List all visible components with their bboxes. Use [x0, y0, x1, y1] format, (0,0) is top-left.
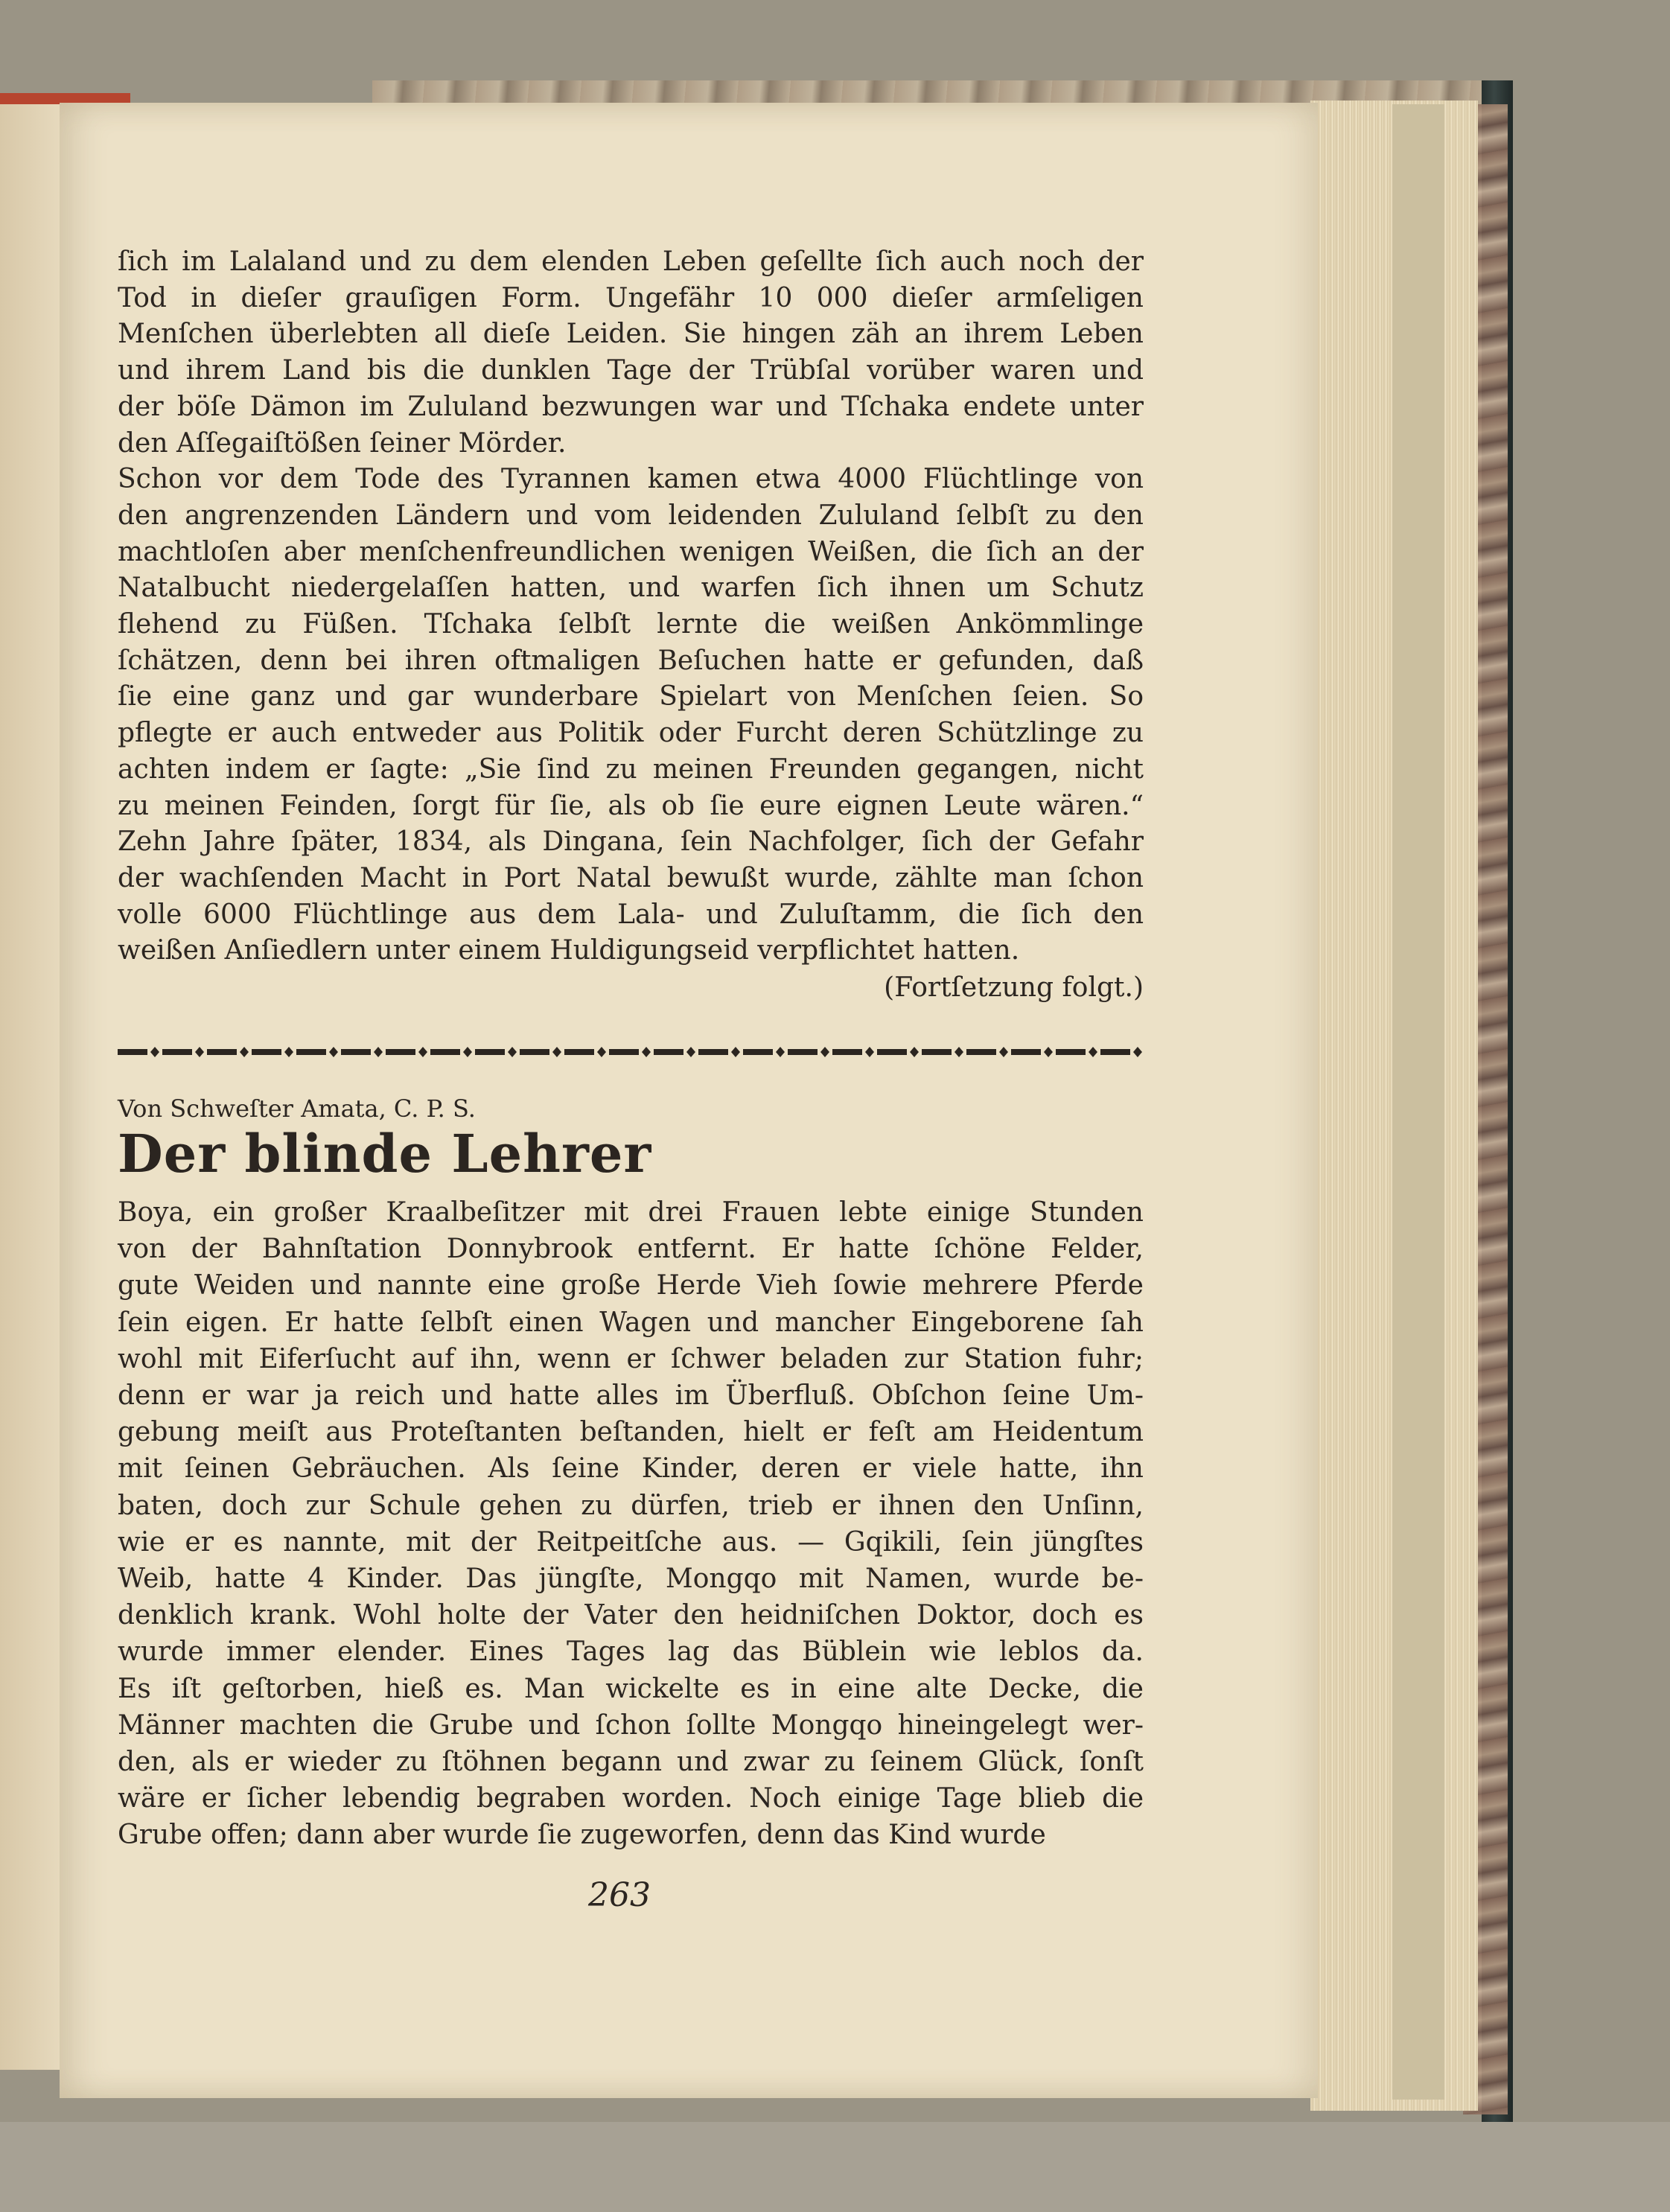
- text-line: Menſchen überlebten all dieſe Leiden. Sie hingen zäh an ihrem Leben: [118, 319, 1144, 350]
- text-line: ſie eine ganz und gar wunderbare Spielart von Menſchen ſeien. So: [118, 681, 1144, 713]
- text-line: ſich im Lalaland und zu dem elenden Leben geſellte ſich auch noch der: [118, 246, 1144, 277]
- text-line: von der Bahnſtation Donnybrook entfernt. Er hatte ſchöne Felder,: [118, 1234, 1144, 1265]
- text-line: flehend zu Füßen. Tſchaka ſelbſt lernte die weißen Ankömmlinge: [118, 609, 1144, 640]
- text-line: weißen Anſiedlern unter einem Huldigungseid verpflichtet hatten.: [118, 935, 1020, 966]
- text-line: Tod in dieſer grauſigen Form. Ungefähr 10 000 dieſer armſeligen: [118, 282, 1144, 313]
- ornamental-divider: [118, 1045, 1144, 1059]
- article-title: Der blinde Lehrer: [118, 1123, 652, 1185]
- text-line: volle 6000 Flüchtlinge aus dem Lala- und Zuluſtamm, die ſich den: [118, 899, 1144, 930]
- text-line: den angrenzenden Ländern und vom leidenden Zululand ſelbſt zu den: [118, 500, 1144, 531]
- text-line: achten indem er ſagte: „Sie ſind zu meinen Freunden gegangen, nicht: [118, 753, 1144, 785]
- text-line: denn er war ja reich und hatte alles im Überfluß. Obſchon ſeine Um-: [118, 1380, 1144, 1411]
- text-line: baten, doch zur Schule gehen zu dürfen, trieb er ihnen den Unſinn,: [118, 1490, 1144, 1521]
- left-page-edge: [0, 104, 60, 2070]
- text-line: und ihrem Land bis die dunklen Tage der Trübſal vorüber waren und: [118, 355, 1144, 386]
- text-line: ſchätzen, denn bei ihren oftmaligen Beſuchen hatte er gefunden, daß: [118, 645, 1144, 676]
- text-line: wurde immer elender. Eines Tages lag das Büblein wie leblos da.: [118, 1636, 1144, 1668]
- text-line: den Aſſegaiſtößen ſeiner Mörder.: [118, 427, 567, 459]
- text-line: den, als er wieder zu ſtöhnen begann und zwar zu ſeinem Glück, ſonſt: [118, 1747, 1144, 1777]
- text-line: Schon vor dem Tode des Tyrannen kamen etwa 4000 Flüchtlinge von: [118, 464, 1144, 495]
- page-number: 263: [588, 1876, 651, 1914]
- text-line: Boya, ein großer Kraalbeſitzer mit drei Frauen lebte einige Stunden: [118, 1197, 1144, 1228]
- continuation-note: (Fortſetzung folgt.): [884, 972, 1144, 1003]
- text-line: Natalbucht niedergelaſſen hatten, und warfen ſich ihnen um Schutz: [118, 573, 1144, 604]
- text-line: Es iſt geſtorben, hieß es. Man wickelte es in eine alte Decke, die: [118, 1673, 1144, 1704]
- text-line: zu meinen Feinden, ſorgt für ſie, als ob ſie eure eignen Leute wären.“: [118, 790, 1144, 821]
- text-line: machtloſen aber menſchenfreundlichen wenigen Weißen, die ſich an der: [118, 536, 1144, 567]
- article-byline: Von Schweſter Amata, C. P. S.: [118, 1094, 476, 1123]
- text-line: Weib, hatte 4 Kinder. Das jüngſte, Mongqo mit Namen, wurde be-: [118, 1564, 1144, 1594]
- text-line: Männer machten die Grube und ſchon ſollte Mongqo hineingelegt wer-: [118, 1709, 1144, 1741]
- text-line: ſein eigen. Er hatte ſelbſt einen Wagen und mancher Eingeborene ſah: [118, 1307, 1144, 1338]
- text-line: gebung meiſt aus Proteſtanten beſtanden, hielt er feſt am Heidentum: [118, 1417, 1144, 1448]
- text-line: der böſe Dämon im Zululand bezwungen war und Tſchaka endete unter: [118, 391, 1144, 422]
- text-line: wäre er ſicher lebendig begraben worden. Noch einige Tage blieb die: [118, 1783, 1144, 1814]
- text-line: wie er es nannte, mit der Reitpeitſche aus. — Gqikili, ſein jüngſtes: [118, 1526, 1144, 1558]
- text-line: denklich krank. Wohl holte der Vater den heidniſchen Doktor, doch es: [118, 1600, 1144, 1631]
- text-line: mit ſeinen Gebräuchen. Als ſeine Kinder, deren er viele hatte, ihn: [118, 1453, 1144, 1485]
- text-line: wohl mit Eiferſucht auf ihn, wenn er ſchwer beladen zur Station fuhr;: [118, 1343, 1144, 1374]
- text-line: pflegte er auch entweder aus Politik oder Furcht deren Schützlinge zu: [118, 718, 1144, 749]
- scan-background-bottom: [0, 2122, 1670, 2212]
- text-line: Zehn Jahre ſpäter, 1834, als Dingana, ſein Nachfolger, ſich der Gefahr: [118, 826, 1144, 858]
- page-stack-shadow: [1392, 104, 1444, 2100]
- text-line: der wachſenden Macht in Port Natal bewußt wurde, zählte man ſchon: [118, 862, 1144, 893]
- text-line: Grube offen; dann aber wurde ſie zugeworfen, denn das Kind wurde: [118, 1820, 1046, 1851]
- text-line: gute Weiden und nannte eine große Herde Vieh ſowie mehrere Pferde: [118, 1270, 1144, 1301]
